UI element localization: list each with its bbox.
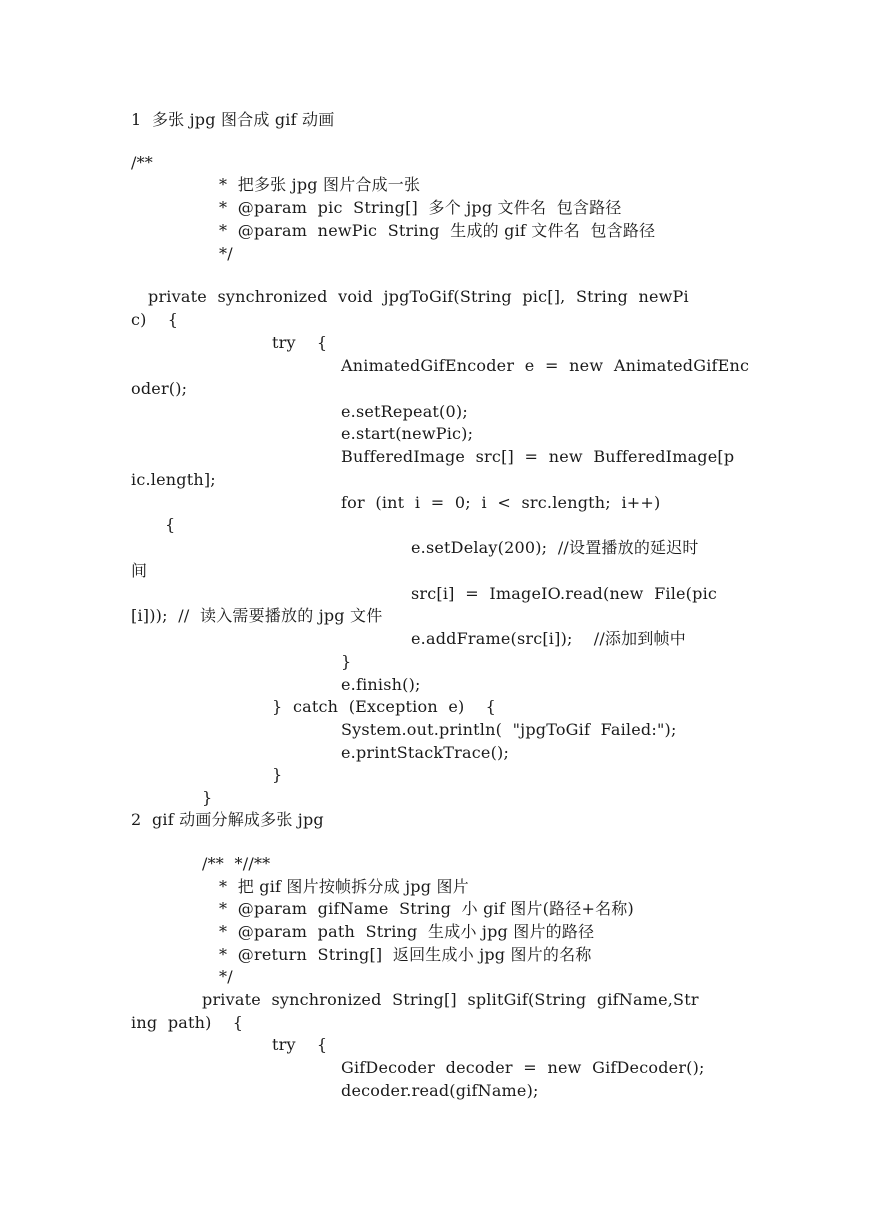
section-heading: 2 gif 动画分解成多张 jpg (131, 810, 324, 829)
code-line: * 把多张 jpg 图片合成一张 (219, 175, 421, 194)
code-line: } (341, 652, 352, 671)
code-line: e.printStackTrace(); (341, 743, 510, 762)
code-line: e.start(newPic); (341, 424, 474, 443)
code-line: ic.length]; (131, 470, 216, 489)
code-line: e.setDelay(200); //设置播放的延迟时 (411, 538, 699, 557)
code-line: private synchronized String[] splitGif(String gifName,Str (202, 990, 699, 1009)
code-line: e.finish(); (341, 675, 421, 694)
code-line: } (202, 788, 213, 807)
code-line: BufferedImage src[] = new BufferedImage[p (341, 447, 735, 466)
code-line: [i])); // 读入需要播放的 jpg 文件 (131, 606, 383, 625)
code-line: for (int i = 0; i < src.length; i++) (341, 493, 661, 512)
code-line: /** (131, 153, 153, 172)
code-line: /** *//** (202, 854, 271, 873)
code-line: */ (219, 967, 233, 986)
code-line: { (165, 515, 176, 534)
code-line: try { (272, 333, 328, 352)
code-line: * @param newPic String 生成的 gif 文件名 包含路径 (219, 221, 656, 240)
code-line: e.addFrame(src[i]); //添加到帧中 (411, 629, 686, 648)
code-line: * @param pic String[] 多个 jpg 文件名 包含路径 (219, 198, 622, 217)
code-line: private synchronized void jpgToGif(String pic[], String newPi (148, 287, 689, 306)
code-line: * 把 gif 图片按帧拆分成 jpg 图片 (219, 877, 469, 896)
code-line: } (272, 765, 283, 784)
code-line: src[i] = ImageIO.read(new File(pic (411, 584, 718, 603)
code-line: ing path) { (131, 1013, 244, 1032)
code-line: 间 (131, 561, 148, 580)
code-line: } catch (Exception e) { (272, 697, 497, 716)
code-line: System.out.println( "jpgToGif Failed:"); (341, 720, 677, 739)
code-line: * @param path String 生成小 jpg 图片的路径 (219, 922, 595, 941)
code-line: decoder.read(gifName); (341, 1081, 539, 1100)
code-line: e.setRepeat(0); (341, 402, 468, 421)
code-line: */ (219, 244, 233, 263)
code-line: AnimatedGifEncoder e = new AnimatedGifEnc (341, 356, 750, 375)
code-line: GifDecoder decoder = new GifDecoder(); (341, 1058, 705, 1077)
section-heading: 1 多张 jpg 图合成 gif 动画 (131, 110, 335, 129)
code-line: * @param gifName String 小 gif 图片(路径+名称) (219, 899, 634, 918)
code-line: try { (272, 1035, 328, 1054)
code-line: oder(); (131, 379, 188, 398)
code-line: c) { (131, 310, 179, 329)
code-line: * @return String[] 返回生成小 jpg 图片的名称 (219, 945, 592, 964)
